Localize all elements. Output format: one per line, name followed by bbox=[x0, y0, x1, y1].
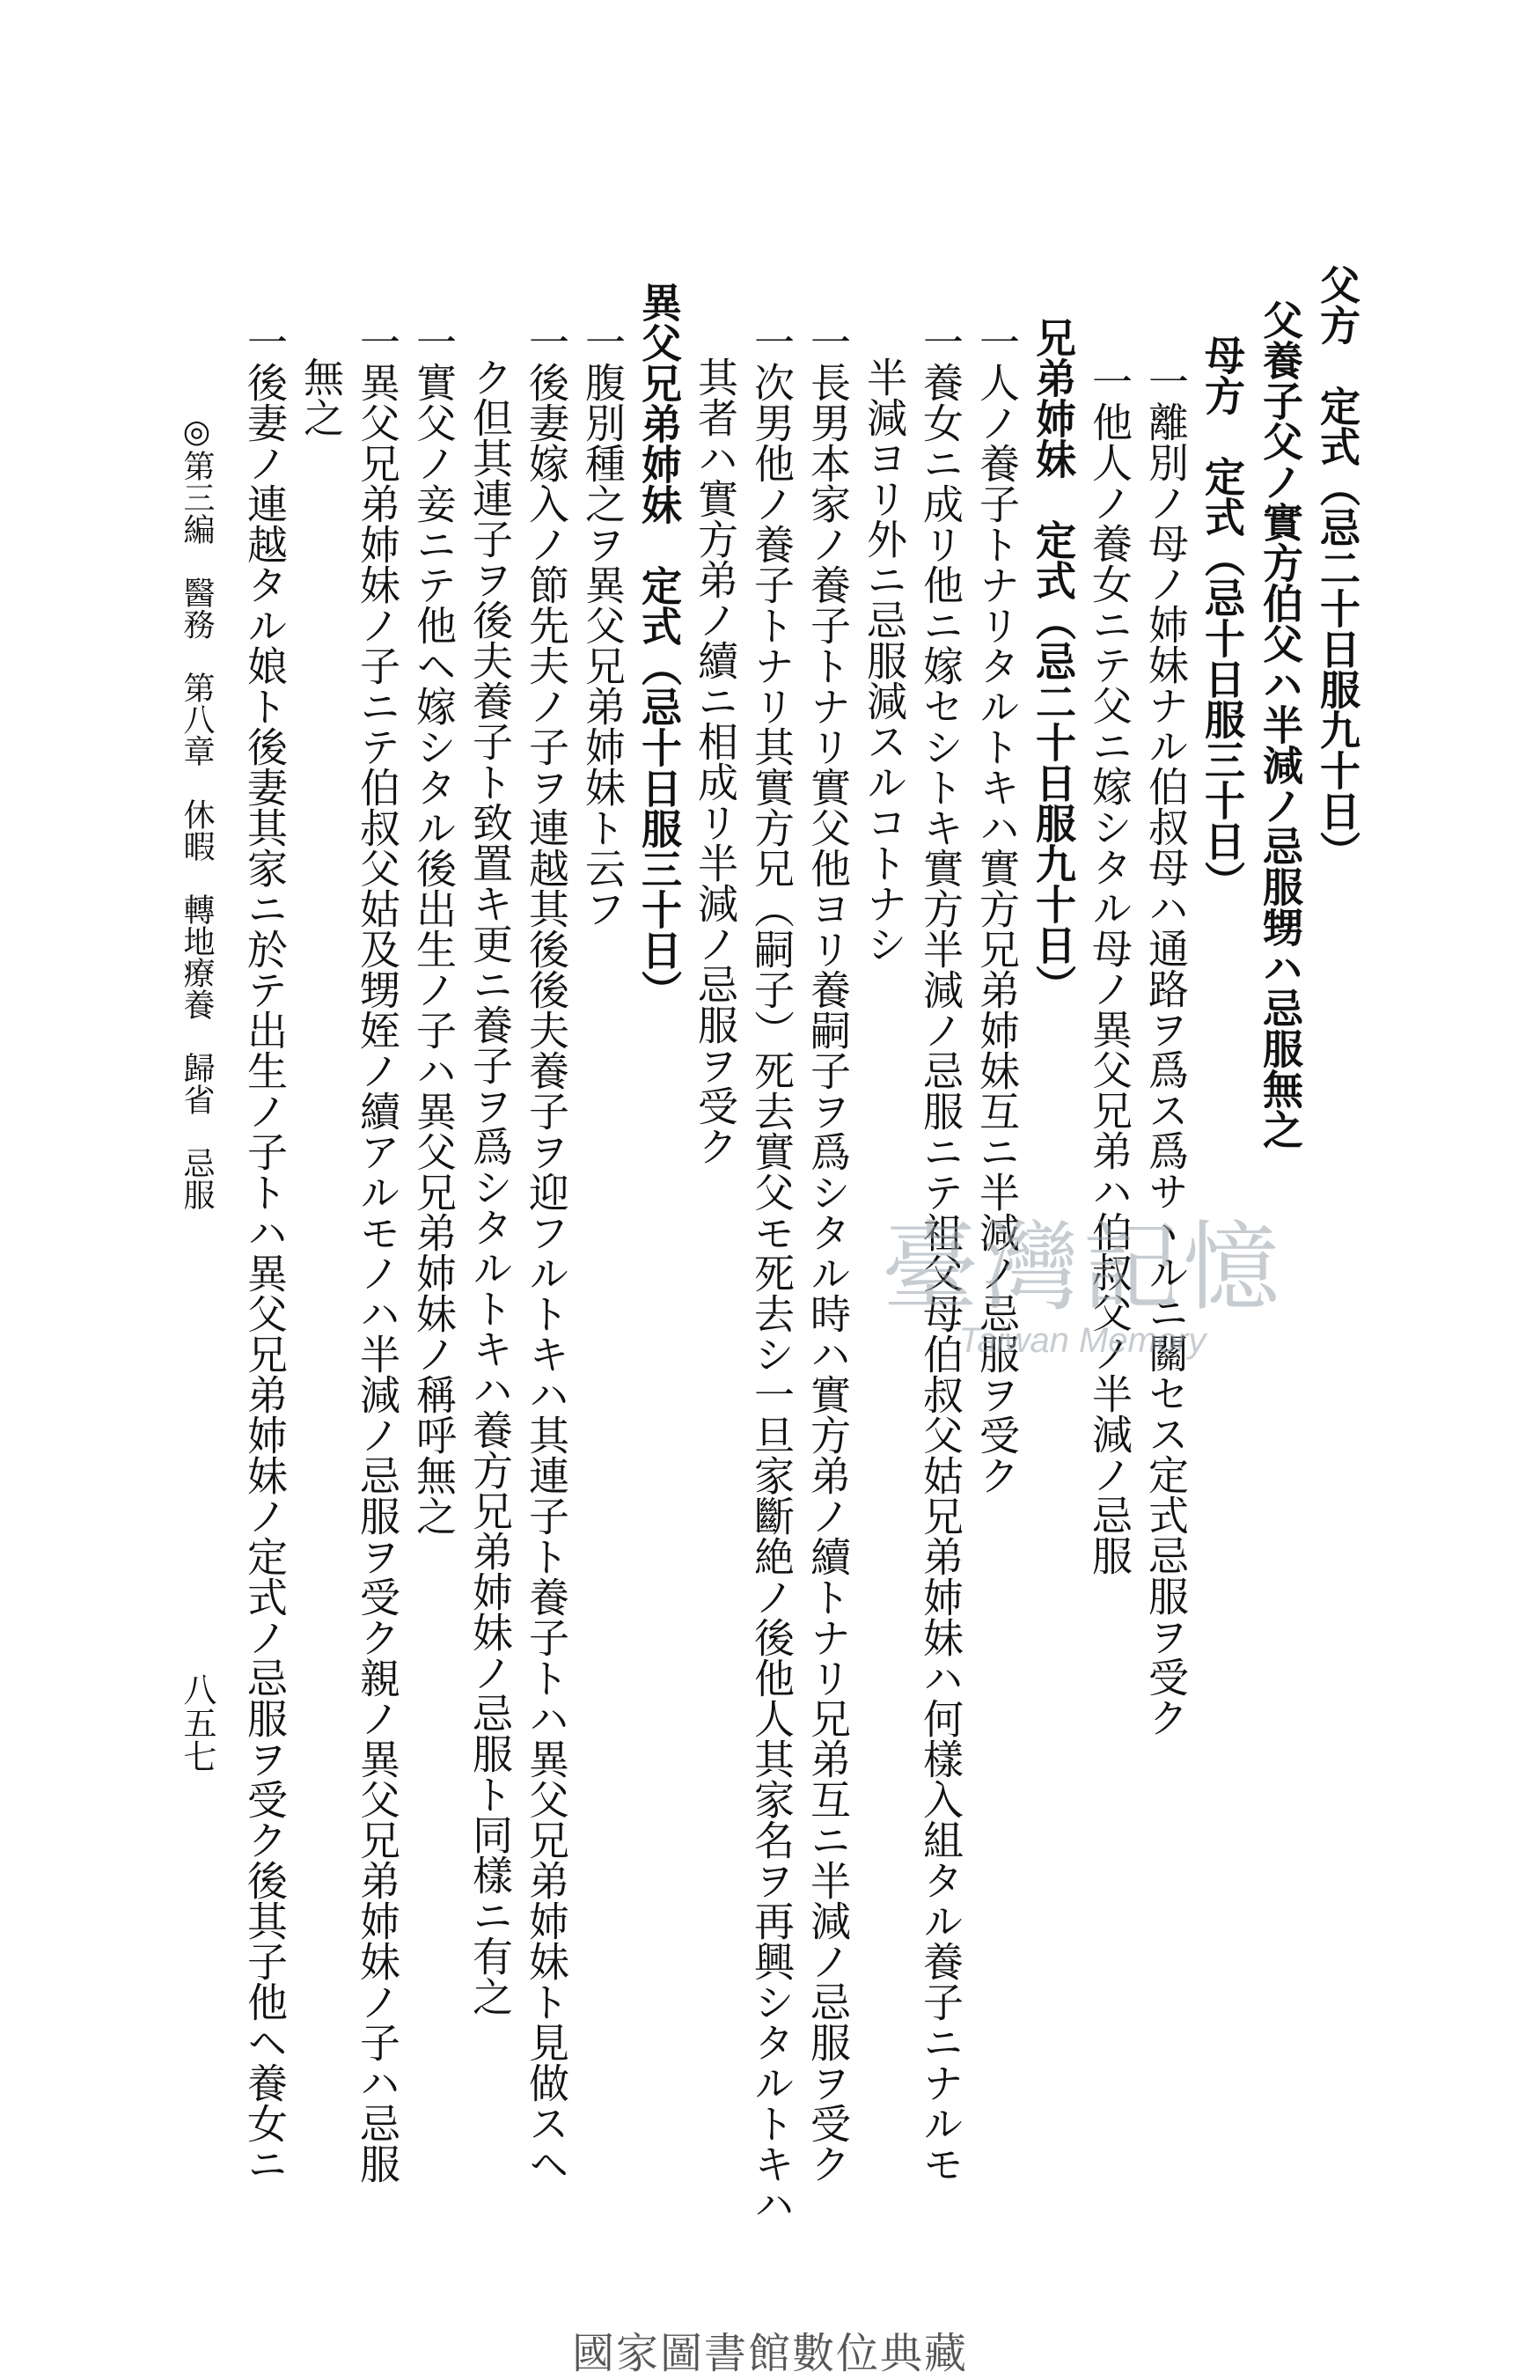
text-column: 一後妻嫁入ノ節先夫ノ子ヲ連越其後後夫養子ヲ迎フルトキハ其連子ト養子トハ異父兄弟姉妹ト見做スヘ bbox=[523, 321, 570, 2184]
text-column: 一次男他ノ養子トナリ其實方兄（嗣子）死去實父モ死去シ一旦家斷絶ノ後他人其家名ヲ再興シタルトキハ bbox=[748, 321, 796, 2224]
text-column: 兄弟姉妹 定式（忌二十日服九十日） bbox=[1030, 317, 1077, 1005]
text-column: 一腹別種之ヲ異父兄弟姉妹ト云フ bbox=[579, 321, 627, 929]
text-column: ク但其連子ヲ後夫養子ト致置キ更ニ養子ヲ爲シタルトキハ養方兄弟姉妹ノ忌服ト同樣ニ有之 bbox=[466, 356, 514, 2016]
text-column: 一實父ノ妾ニテ他ヘ嫁シタル後出生ノ子ハ異父兄弟姉妹ノ稱呼無之 bbox=[410, 321, 458, 1536]
text-column: 一人ノ養子トナリタルトキハ實方兄弟姉妹互ニ半減ノ忌服ヲ受ク bbox=[973, 321, 1021, 1495]
text-column: 父方 定式（忌二十日服九十日） bbox=[1314, 264, 1361, 871]
library-credit: 國家圖書館數位典藏 bbox=[571, 2329, 968, 2378]
text-column: 無之 bbox=[297, 356, 345, 437]
watermark-logo bbox=[880, 1211, 1285, 1364]
text-column: 其者ハ實方弟ノ續ニ相成リ半減ノ忌服ヲ受ク bbox=[692, 356, 739, 1166]
text-column: 一養女ニ成リ他ニ嫁セシトキ實方半減ノ忌服ニテ祖父母伯叔父姑兄弟姉妹ハ何樣入組タル養子ニナルモ bbox=[917, 321, 964, 2184]
text-column: 一長男本家ノ養子トナリ實父他ヨリ養嗣子ヲ爲シタル時ハ實方弟ノ續トナリ兄弟互ニ半減ノ忌服ヲ受ク bbox=[804, 321, 852, 2184]
watermark-en: Taiwan Memory bbox=[958, 1321, 1206, 1360]
text-column: 母方 定式（忌十日服三十日） bbox=[1199, 334, 1246, 901]
text-column: 一後妻ノ連越タル娘ト後妻其家ニ於テ出生ノ子トハ異父兄弟姉妹ノ定式ノ忌服ヲ受ク後其子他ヘ養女ニ bbox=[241, 321, 289, 2184]
watermark-cjk: 臺灣記憶 bbox=[882, 1211, 1283, 1324]
text-column: 一他人ノ養女ニテ父ニ嫁シタル母ノ異父兄弟ハ伯叔父ノ半減ノ忌服 bbox=[1086, 361, 1133, 1576]
text-column: 一異父兄弟姉妹ノ子ニテ伯叔父姑及甥姪ノ續アルモノハ半減ノ忌服ヲ受ク親ノ異父兄弟姉妹ノ子ハ忌服 bbox=[354, 321, 401, 2184]
text-column: 一離別ノ母ノ姉妹ナル伯叔母ハ通路ヲ爲ス爲サヽルニ關セス定式忌服ヲ受ク bbox=[1142, 361, 1190, 1737]
text-column: 異父兄弟姉妹 定式（忌十日服三十日） bbox=[635, 282, 683, 1010]
page-number: 八五七 bbox=[178, 1672, 216, 1773]
text-column: 父養子父ノ實方伯父ハ半減ノ忌服甥ハ忌服無之 bbox=[1257, 299, 1304, 1150]
text-column: 半減ヨリ外ニ忌服減スルコトナシ bbox=[861, 356, 908, 964]
running-footer: ◎第三編 醫務 第八章 休暇 轉地療養 歸省 忌服 bbox=[179, 414, 215, 1210]
